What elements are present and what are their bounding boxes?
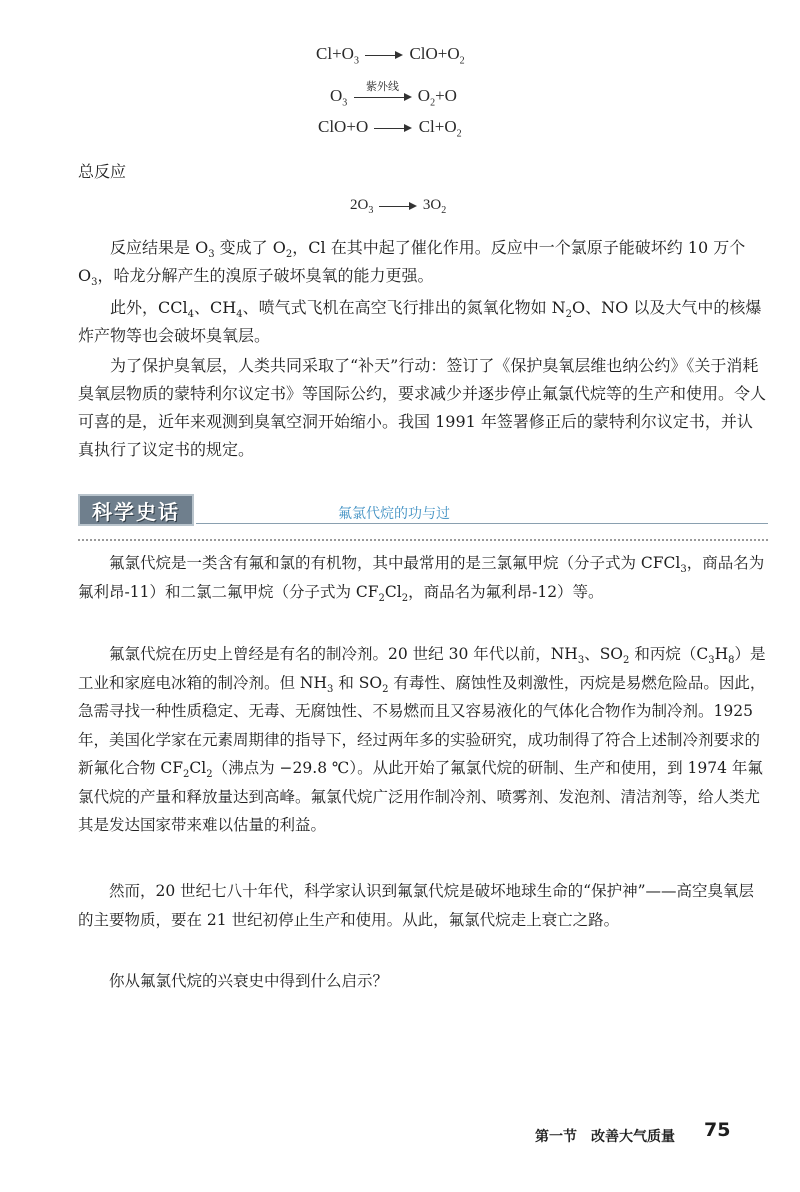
paragraph-reaction-result: 反应结果是 $O_3$ 变成了 $O_2$，Cl 在其中起了催化作用。反应中一个氯原子能破坏约 10 万个 $O_3$，哈龙分解产生的溴原子破坏臭氧的能力更强。 — [78, 238, 746, 289]
paragraph-ozone-protection: 为了保护臭氧层，人类共同采取了“补天”行动：签订了《保护臭氧层维也纳公约》《关于消耗臭氧层物质的蒙特利尔议定书》等国际公约，要求减少并逐步停止氟氯代烷等的生产和使用。令人可喜的是，近年来观测到臭氧空洞开始缩小。我国 1991 年签署修正后的蒙特利尔议定书，并认真执行了议定书的规定。 — [78, 356, 767, 459]
equation-cl-o3: $Cl+O_3$ $ClO+O_2$ — [316, 44, 465, 67]
section-divider — [196, 523, 768, 524]
page-number: 75 — [704, 1119, 731, 1141]
equation-o3-photolysis: $O_3$ 紫外线 $O_2+O$ — [330, 80, 457, 109]
overall-reaction-label: 总反应 — [78, 162, 127, 181]
footer-section-name: 第一节 改善大气质量 — [535, 1129, 675, 1145]
uv-condition-label: 紫外线 — [366, 80, 400, 94]
equation-clo-o: ClO+O $Cl+O_2$ — [318, 117, 462, 140]
paragraph-other-destroyers: 此外，CCl$_4$、$CH_4$、喷气式飞机在高空飞行排出的氮氧化物如 $N_2O$、NO 以及大气中的核爆炸产物等也会破坏臭氧层。 — [78, 298, 762, 345]
science-history-badge: 科学史话 — [78, 494, 194, 526]
paragraph-question: 你从氟氯代烷的兴衰史中得到什么启示？ — [109, 972, 389, 990]
paragraph-cfc-refrigerant-history: 氟氯代烷在历史上曾经是有名的制冷剂。20 世纪 30 年代以前，$NH_3$、$SO_2$ 和丙烷$(C_3H_8)$是工业和家庭电冰箱的制冷剂。但 $NH_3$ 和 $SO_2$ 有毒性、腐蚀性及刺激性，丙烷是易燃危险品。因此，急需寻找一种性质稳定、无毒、无腐蚀性、不易燃而且又容易液化的气体化合物作为制冷剂。1925 年，美国化学家在元素周期律的指导下，经过两年多的实验研究，成功制得了符合上述制冷剂要求的新氟化合物 $CF_2Cl_2$（沸点为 −29.8 ℃）。从此开始了氟氯代烷的研制、生产和使用，到 1974 年氟氯代烷的产量和释放量达到高峰。氟氯代烷广泛用作制冷剂、喷雾剂、发泡剂、清洁剂等，给人类尤其是发达国家带来难以估量的利益。 — [78, 645, 766, 834]
paragraph-cfc-decline: 然而，20 世纪七八十年代，科学家认识到氟氯代烷是破坏地球生命的“保护神”——高空臭氧层的主要物质，要在 21 世纪初停止生产和使用。从此，氟氯代烷走上衰亡之路。 — [78, 882, 755, 929]
equation-overall: $2O_3$ $3O_2$ — [350, 197, 447, 216]
paragraph-cfc-definition: 氟氯代烷是一类含有氟和氯的有机物，其中最常用的是三氯氟甲烷（分子式为 CFCl$_3$，商品名为氟利昂-11）和二氯二氟甲烷（分子式为 $CF_2Cl_2$，商品名为氟利昂-12）等。 — [78, 554, 765, 604]
section-title: 氟氯代烷的功与过 — [338, 506, 450, 522]
dotted-divider — [78, 539, 768, 541]
